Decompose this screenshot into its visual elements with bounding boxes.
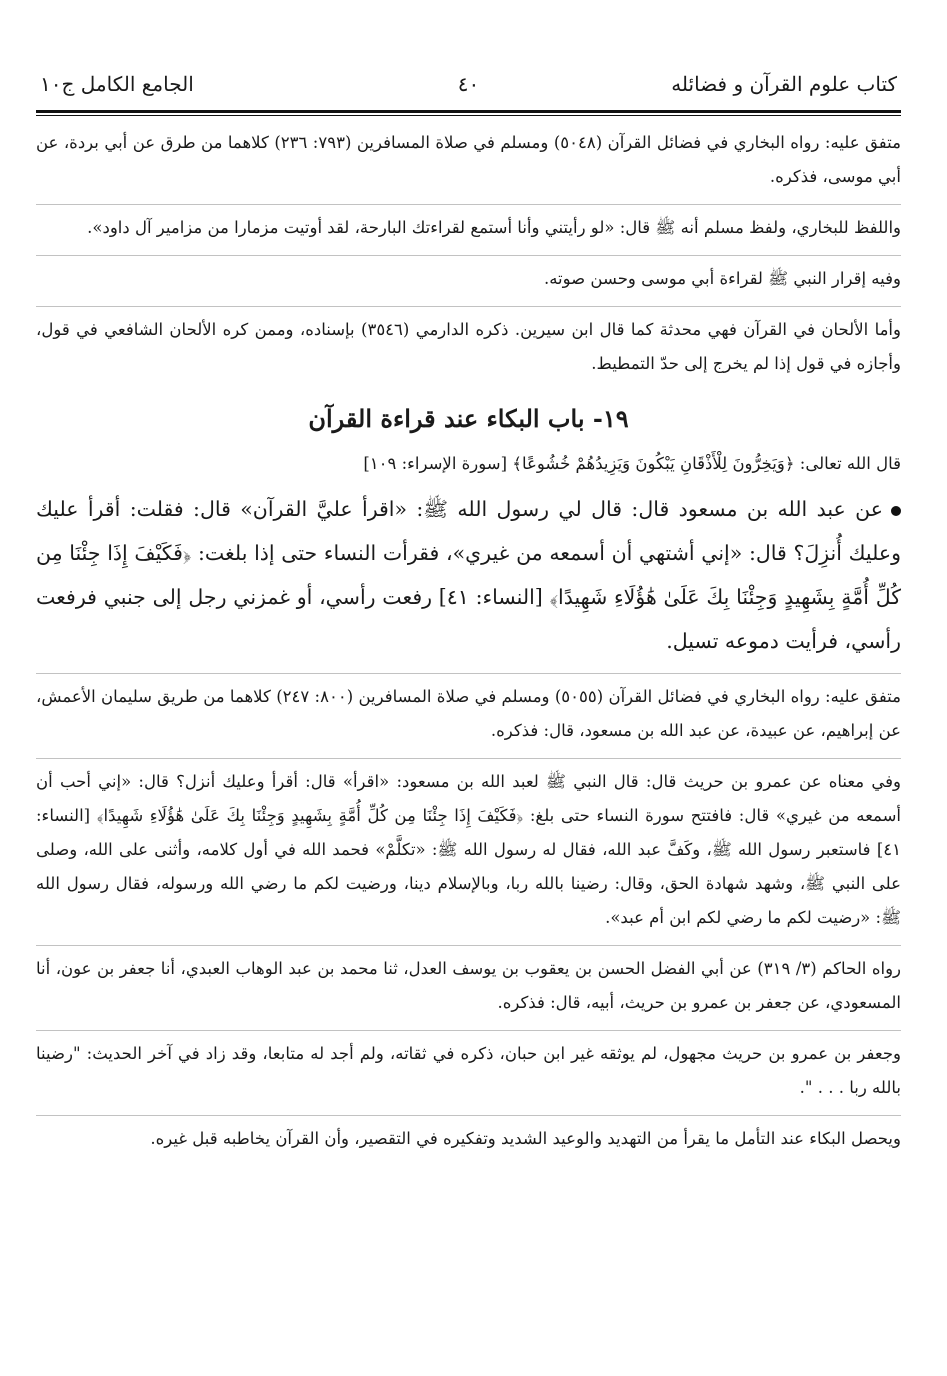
header-rule-thin (36, 115, 901, 116)
paragraph-jafar: وجعفر بن عمرو بن حريث مجهول، لم يوثقه غير ابن حبان، ذكره في ثقاته، ولم أجد له متابعا، وقد زاد في آخر الحديث: "رضينا بالله ربا . . . ". (36, 1044, 901, 1097)
paragraph-buka: ويحصل البكاء عند التأمل ما يقرأ من التهديد والوعيد الشديد وتفكيره في التقصير، وأن القرآن يخاطبه قبل غيره. (150, 1129, 901, 1148)
bullet-icon (891, 506, 901, 516)
paragraph-divider (36, 255, 901, 256)
paragraph-divider (36, 204, 901, 205)
chapter-heading: ١٩- باب البكاء عند قراءة القرآن (308, 404, 629, 433)
paragraph-iqrar: وفيه إقرار النبي ﷺ لقراءة أبي موسى وحسن صوته. (543, 269, 901, 288)
page-body (36, 126, 901, 1162)
paragraph-muslim-wording: واللفظ للبخاري، ولفظ مسلم أنه ﷺ قال: «لو رأيتني وأنا أستمع لقراءتك البارحة، لقد أوتيت مزمارا من مزامير آل داود». (87, 218, 901, 237)
paragraph-amr-hadith: وفي معناه عن عمرو بن حريث قال: قال النبي ﷺ لعبد الله بن مسعود: «اقرأ» قال: أقرأ وعليك أنزل؟ قال: «إني أحب أن أسمعه من غيري» قال: فافتتح سورة النساء حتى بلغ: ﴿فَكَيْفَ إِذَا جِئْنَا مِن كُلِّ أُمَّةٍ بِشَهِيدٍ وَجِئْنَا بِكَ عَلَىٰ هَٰؤُلَاءِ شَهِيدًا﴾ [النساء: ٤١] فاستعبر رسول الله ﷺ، وكَفَّ عبد الله، فقال له رسول الله ﷺ: «تكلَّمْ» فحمد الله في أول كلامه، وأثنى على الله، وصلى على النبي ﷺ، وشهد شهادة الحق، وقال: رضينا بالله ربا، وبالإسلام دينا، ورضيت لكم ما رضي الله ورسوله، فقال رسول الله ﷺ: «رضيت لكم ما رضي لكم ابن أم عبد». (36, 772, 901, 927)
paragraph-divider (36, 945, 901, 946)
paragraph-alhan: وأما الألحان في القرآن فهي محدثة كما قال ابن سيرين. ذكره الدارمي (٣٥٤٦) بإسناده، وممن كره الألحان الشافعي في قول، وأجازه في قول إذا لم يخرج إلى حدّ التمطيط. (36, 320, 901, 373)
paragraph-takhrij-2: متفق عليه: رواه البخاري في فضائل القرآن (٥٠٥٥) ومسلم في صلاة المسافرين (٨٠٠: ٢٤٧) كلاهما من طريق سليمان الأعمش، عن إبراهيم، عن عبيدة، عن عبد الله بن مسعود، قال: فذكره. (36, 687, 901, 740)
paragraph-takhrij-1: متفق عليه: رواه البخاري في فضائل القرآن (٥٠٤٨) ومسلم في صلاة المسافرين (٧٩٣: ٢٣٦) كلاهما من طرق عن أبي بردة، عن أبي موسى، فذكره. (36, 133, 901, 186)
quran-verse-quote: قال الله تعالى: ﴿وَيَخِرُّونَ لِلْأَذْقَانِ يَبْكُونَ وَيَزِيدُهُمْ خُشُوعًا﴾ [سورة الإسراء: ١٠٩] (363, 454, 901, 473)
hadith-main-text: عن عبد الله بن مسعود قال: قال لي رسول الله ﷺ: «اقرأ عليَّ القرآن» قال: فقلت: أقرأ عليك وعليك أُنزِلَ؟ قال: «إني أشتهي أن أسمعه من غيري»، فقرأت النساء حتى إذا بلغت: ﴿فَكَيْفَ إِذَا جِئْنَا مِن كُلِّ أُمَّةٍ بِشَهِيدٍ وَجِئْنَا بِكَ عَلَىٰ هَٰؤُلَاءِ شَهِيدًا﴾ [النساء: ٤١] رفعت رأسي، أو غمزني رجل إلى جنبي فرفعت رأسي، فرأيت دموعه تسيل. (36, 497, 901, 653)
paragraph-divider (36, 673, 901, 674)
hadith-main (36, 487, 901, 669)
paragraph-divider (36, 758, 901, 759)
header-rule-thick (36, 110, 901, 113)
page-number: ٤٠ (457, 72, 480, 96)
book-title: كتاب علوم القرآن و فضائله (671, 72, 897, 96)
series-title: الجامع الكامل ج١٠ (40, 72, 194, 96)
paragraph-divider (36, 306, 901, 307)
paragraph-hakim: رواه الحاكم (٣/ ٣١٩) عن أبي الفضل الحسن بن يعقوب بن يوسف العدل، ثنا محمد بن عبد الوهاب العبدي، أنا جعفر بن عون، أنا المسعودي، عن جعفر بن عمرو بن حريث، أبيه، قال: فذكره. (36, 959, 902, 1012)
paragraph-divider (36, 1115, 901, 1116)
paragraph-divider (36, 1030, 901, 1031)
page-header (36, 62, 901, 106)
book-page (36, 62, 901, 1162)
